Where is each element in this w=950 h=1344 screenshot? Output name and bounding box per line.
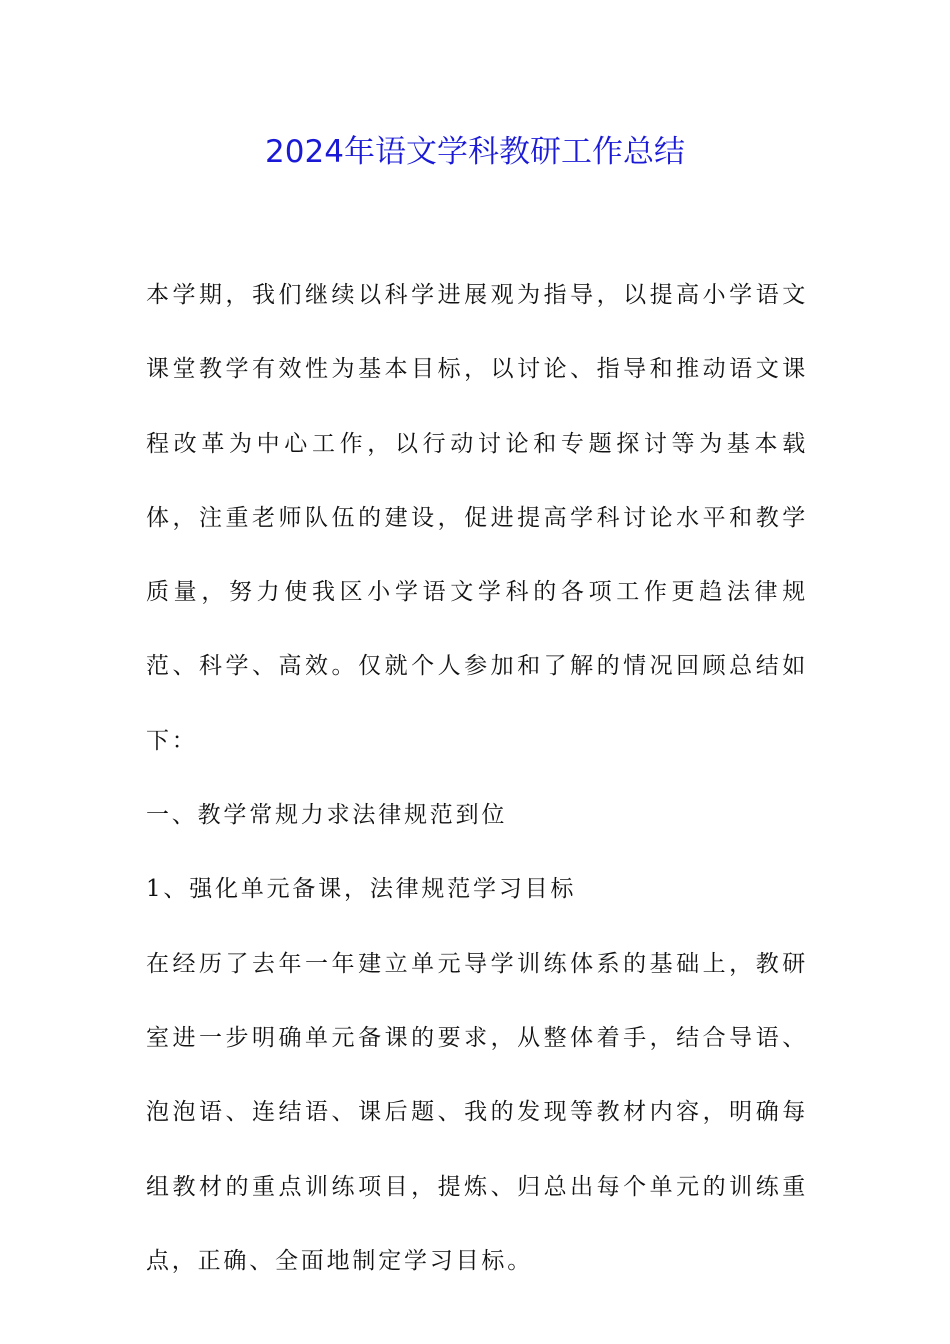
body-paragraph-2: 在经历了去年一年建立单元导学训练体系的基础上，教研室进一步明确单元备课的要求，从整体着手，结合导语、泡泡语、连结语、课后题、我的发现等教材内容，明确每组教材的重点训练项目，提炼、归总出每个单元的训练重点，正确、全面地制定学习目标。 [146,950,808,1274]
subsection-heading-1: 1、强化单元备课，法律规范学习目标 [146,876,577,903]
document-body [146,258,808,1298]
intro-paragraph: 本学期，我们继续以科学进展观为指导，以提高小学语文课堂教学有效性为基本目标，以讨论、指导和推动语文课程改革为中心工作，以行动讨论和专题探讨等为基本载体，注重老师队伍的建设，促进提高学科讨论水平和教学质量，努力使我区小学语文学科的各项工作更趋法律规范、科学、高效。仅就个人参加和了解的情况回顾总结如下： [146,282,808,754]
section-heading-1: 一、教学常规力求法律规范到位 [146,802,508,829]
document-title: 2024年语文学科教研工作总结 [265,134,685,170]
